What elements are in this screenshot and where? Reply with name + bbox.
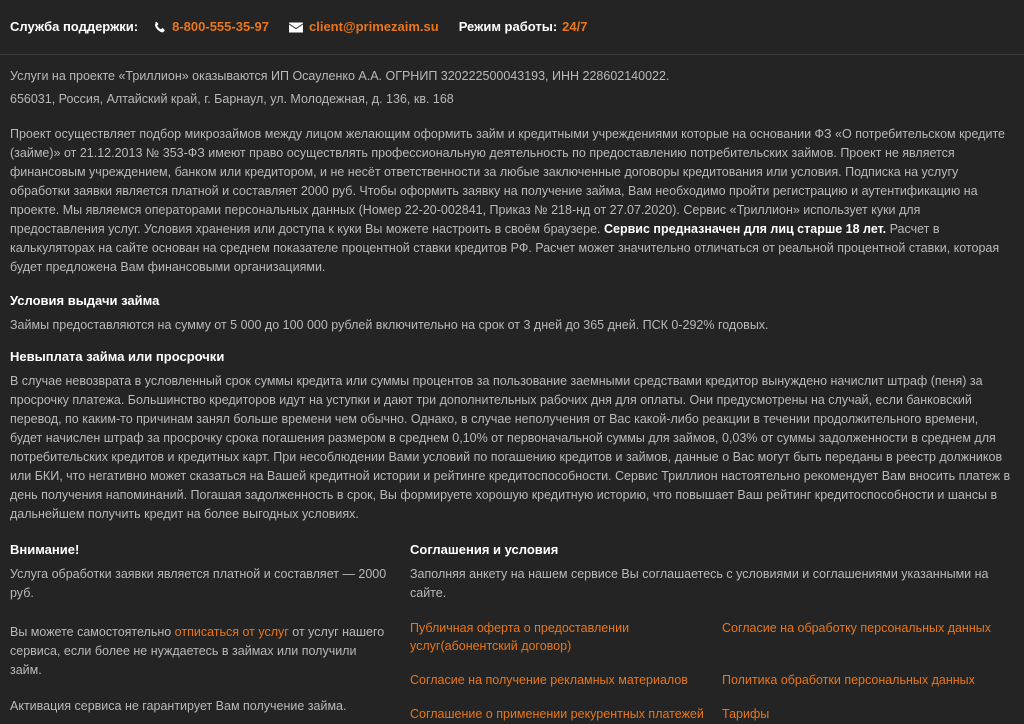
legal-entity-line: Услуги на проекте «Триллион» оказываются ИП Осауленко А.А. ОГРНИП 320222500043193, ИНН 228602140022.: [10, 69, 670, 83]
disclaimer-text-part1: Проект осуществляет подбор микрозаймов между лицом желающим оформить займ и кредитными учреждениями которые на основании ФЗ «О потребительском кредите (займе)» от 21.12.2013 № 353-ФЗ имеют право осуществлять профессиональную деятельность по предоставлению потребительских займов. Проект не является финансовым учреждением, банком или кредитором, и не несёт ответственности за любые заключенные договоры кредитования или условия. Подписка на услугу обработки заявки является платной и составляет 2000 руб. Чтобы оформить заявку на получение займа, Вам необходимо пройти регистрацию и аутентификацию на проекте. Мы являемся операторами персональных данных (Номер 22-20-002841, Приказ № 218-нд от 27.07.2020). Сервис «Триллион» использует куки для предоставления услуг. Условия хранения или доступа к куки Вы можете настроить в своём браузере.: [10, 127, 1005, 236]
envelope-icon: [289, 20, 304, 34]
attention-no-guarantee: Активация сервиса не гарантирует Вам получение займа.: [10, 698, 347, 713]
legal-address-line: 656031, Россия, Алтайский край, г. Барнаул, ул. Молодежная, д. 136, кв. 168: [10, 92, 454, 106]
loan-terms-title: Условия выдачи займа: [10, 293, 160, 308]
agreements-title: Соглашения и условия: [410, 541, 559, 557]
disclaimer-age-notice: Сервис предназначен для лиц старше 18 лет.: [603, 222, 887, 236]
agreement-link-personal-data-policy[interactable]: Политика обработки персональных данных: [722, 673, 975, 688]
attention-title: Внимание!: [10, 541, 80, 557]
agreements-column: [410, 542, 1014, 724]
attention-unsubscribe: [10, 623, 390, 680]
penalty-body: В случае невозврата в условленный срок суммы кредита или суммы процентов за пользование заемными средствами кредитор вынуждено начислит штраф (пеня) за просрочку платежа. Большинство кредиторов идут на уступки и дают три дополнительных рабочих дня для оплаты. Они предусмотрены на случай, если банковский перевод, по каким-то причинам занял больше времени чем обычно. Однако, в случае неполучения от Вас какой-либо реакции в течении продолжительного времени, будет начислен штраф за просрочку срока погашения размером в среднем 0,10% от первоначальной суммы для займов, 0,03% от суммы задолженности в среднем для потребительских кредитов и кредитных карт. При несоблюдении Вами условий по погашению кредитов и займов, данные о Вас могут быть переданы в реестр должников или БКИ, что негативно может сказаться на Вашей кредитной истории и рейтинге кредитоспособности. Сервис Триллион настоятельно рекомендует Вам вносить платеж в день получения напоминаний. Погашая задолженность в срок, Вы формируете хорошую кредитную историю, что повышает Ваш рейтинг кредитоспособности и шансы в дальнейшем получить кредит на более выгодных условиях.: [10, 373, 1011, 521]
support-email-link[interactable]: client@primezaim.su: [308, 19, 439, 35]
phone-icon: [152, 20, 167, 34]
penalty-title: Невыплата займа или просрочки: [10, 348, 225, 364]
agreement-link-marketing-consent[interactable]: Согласие на получение рекламных материалов: [410, 673, 688, 688]
support-email[interactable]: [289, 17, 439, 37]
attention-paid-notice: Услуга обработки заявки является платной и составляет — 2000 руб.: [10, 566, 387, 600]
disclaimer-text-part2: Расчет в калькуляторах на сайте основан на среднем показателе процентной ставки кредитов РФ. Расчет может значительно отличаться от реальной процентной ставки, которая будет предложена Вам финансовыми организациями.: [10, 222, 1000, 274]
support-phone-link[interactable]: 8-800-555-35-97: [172, 19, 269, 35]
agreement-link-recurrent-payments[interactable]: Соглашение о применении рекурентных платежей: [410, 706, 704, 721]
support-phone[interactable]: [152, 17, 269, 37]
agreement-link-tariffs[interactable]: Тарифы: [722, 706, 770, 721]
loan-terms-body: Займы предоставляются на сумму от 5 000 до 100 000 рублей включительно на срок от 3 дней до 365 дней. ПСК 0-292% годовых.: [10, 317, 769, 332]
working-hours-value: 24/7: [562, 19, 588, 35]
support-header: [0, 0, 1024, 55]
attention-column: [10, 542, 410, 716]
unsubscribe-prefix: Вы можете самостоятельно: [10, 624, 175, 639]
legal-disclaimer: [10, 125, 1014, 277]
page-content: [0, 55, 1024, 724]
support-label: Служба поддержки:: [10, 19, 139, 35]
agreements-intro: Заполняя анкету на нашем сервисе Вы соглашаетесь с условиями и соглашениями указанными на сайте.: [410, 566, 989, 600]
agreement-link-offer[interactable]: Публичная оферта о предоставлении услуг(абонентский договор): [410, 620, 630, 654]
working-hours-label: Режим работы:: [458, 19, 558, 35]
penalty-section: [10, 349, 1014, 524]
loan-terms-section: [10, 293, 1014, 335]
unsubscribe-link[interactable]: отписаться от услуг: [174, 624, 289, 639]
agreements-links: [410, 619, 1014, 724]
bottom-columns: [10, 542, 1014, 724]
unsubscribe-suffix: от услуг нашего сервиса, если более не нуждаетесь в займах или получили займ.: [10, 624, 385, 677]
agreement-link-personal-data-consent[interactable]: Согласие на обработку персональных данных: [722, 620, 991, 635]
